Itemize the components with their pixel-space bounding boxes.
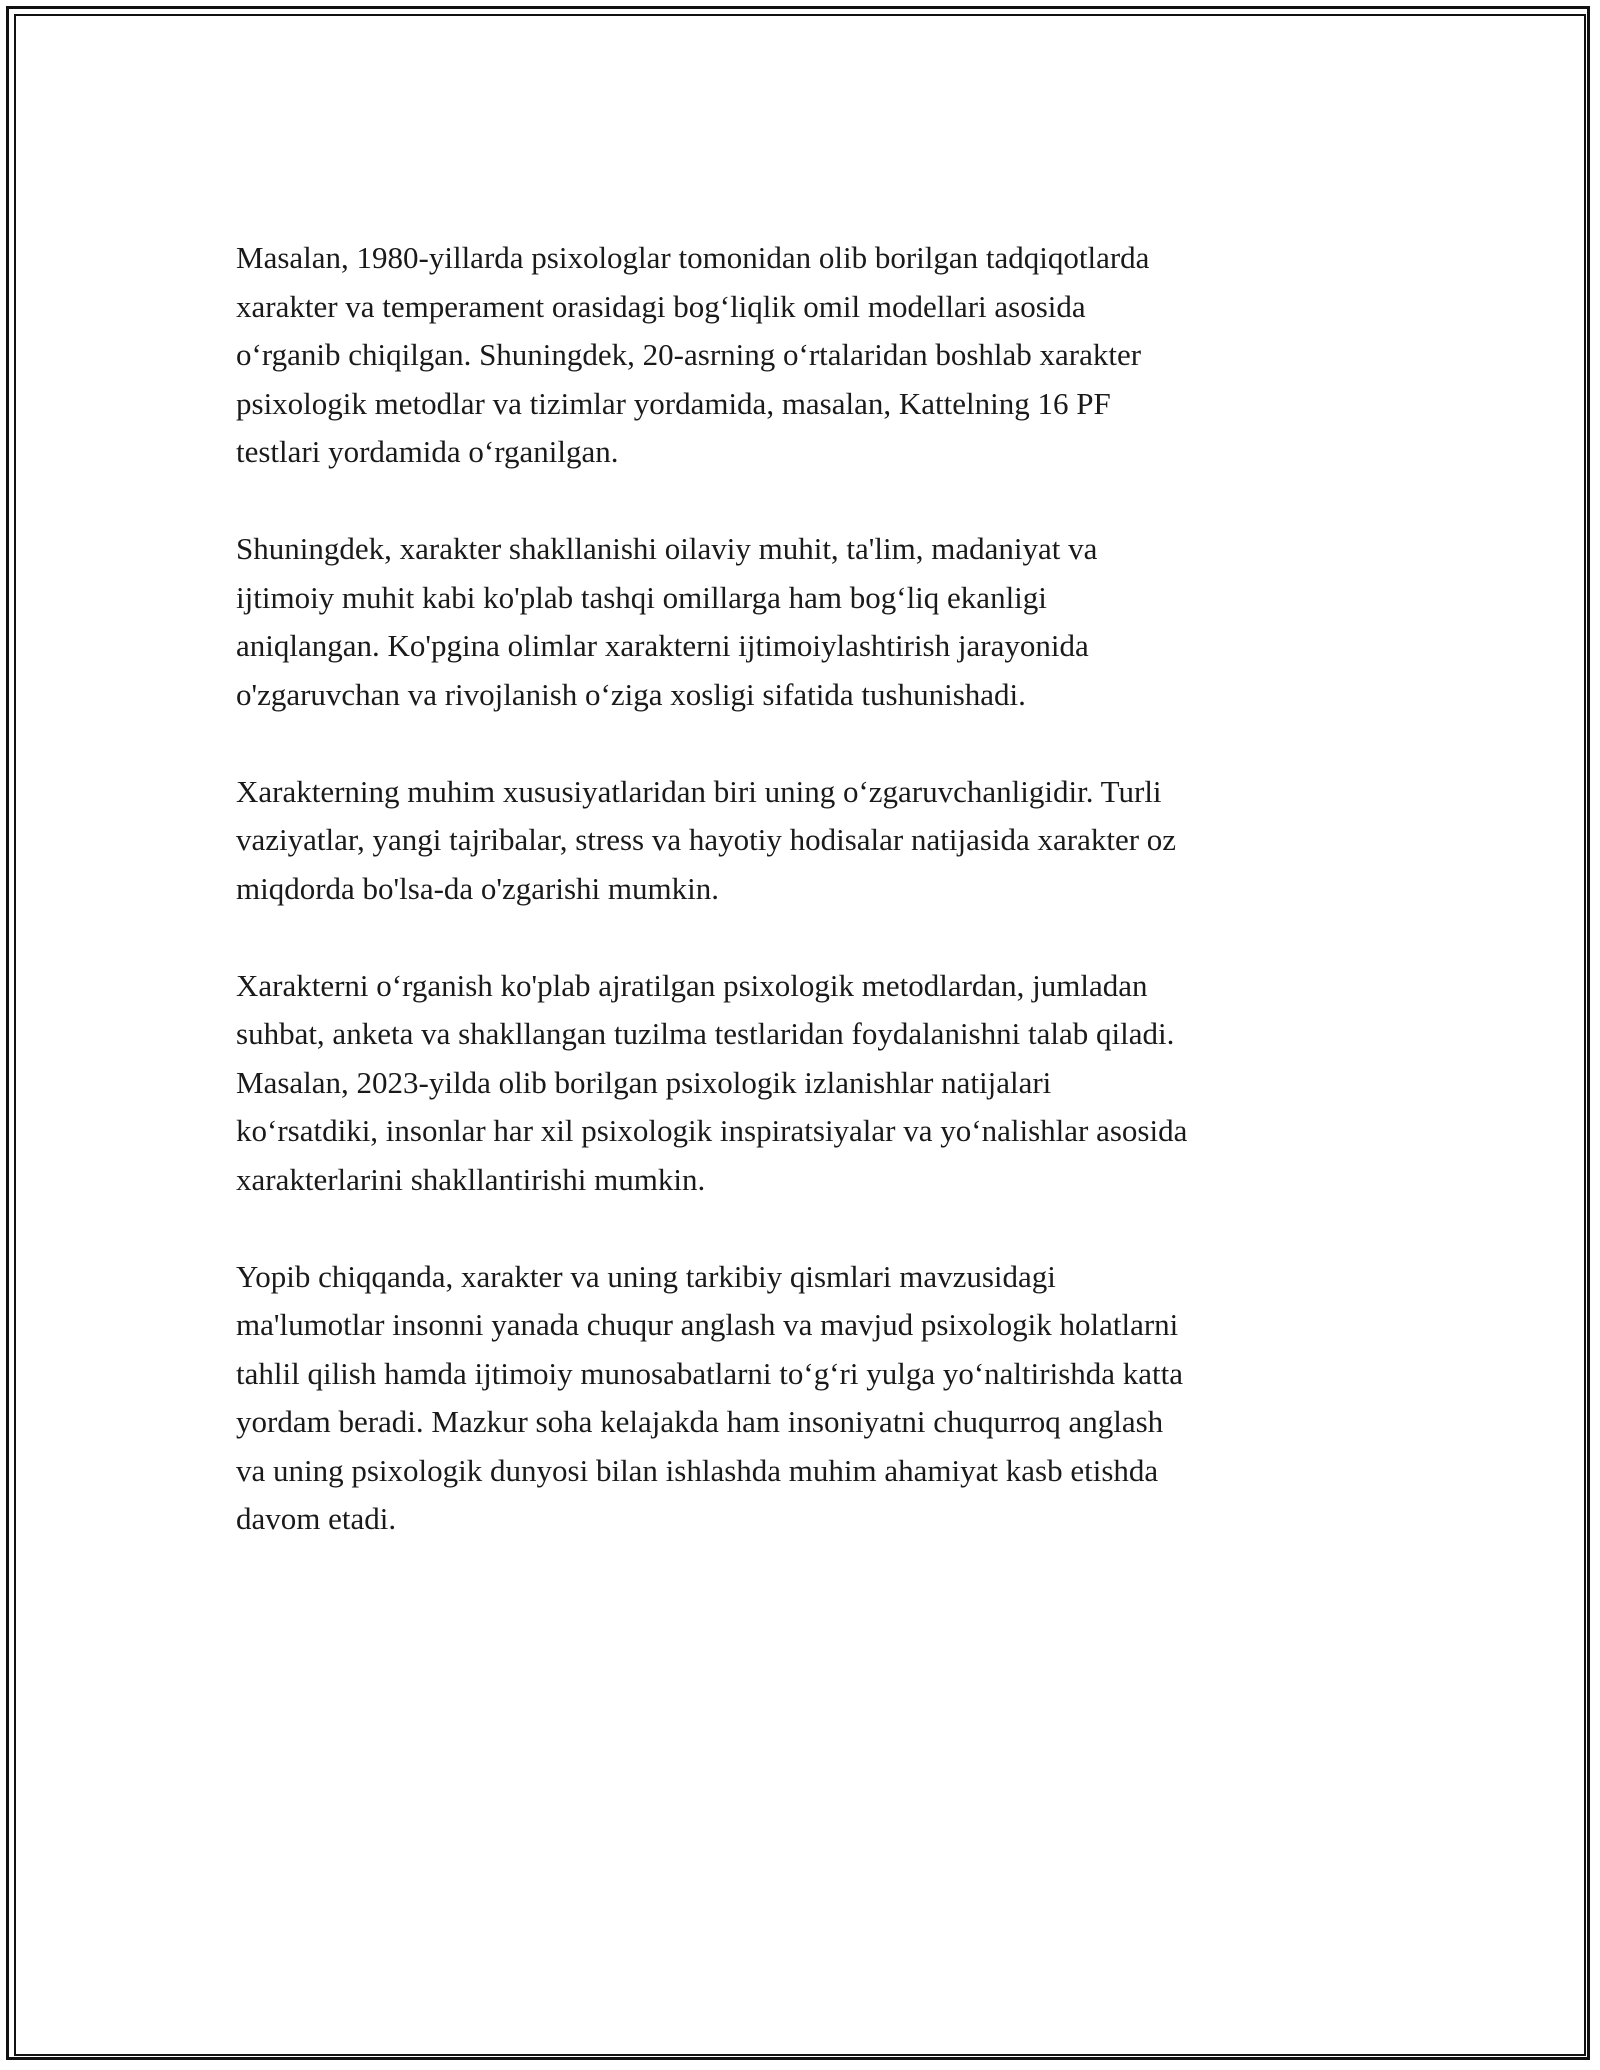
paragraph-4: Xarakterni oʻrganish ko'plab ajratilgan psixologik metodlardan, jumladan suhbat, anketa va shakllangan tuzilma testlaridan foydalanishni talab qiladi. Masalan, 2023-yilda olib borilgan psixologik izlanishlar natijalari koʻrsatdiki, insonlar har xil psixologik inspiratsiyalar va yoʻnalishlar asosida xarakterlarini shakllantirishi mumkin. — [236, 967, 1188, 1197]
paragraph-2: Shuningdek, xarakter shakllanishi oilaviy muhit, ta'lim, madaniyat va ijtimoiy muhit kabi ko'plab tashqi omillarga ham bogʻliq ekanligi aniqlangan. Ko'pgina olimlar xarakterni ijtimoiylashtirish jarayonida o'zgaruvchan va rivojlanish oʻziga xosligi sifatida tushunishadi. — [236, 531, 1098, 712]
paragraph-3: Xarakterning muhim xususiyatlaridan biri uning oʻzgaruvchanligidir. Turli vaziyatlar, yangi tajribalar, stress va hayotiy hodisalar natijasida xarakter oz miqdorda bo'lsa-da o'zgarishi mumkin. — [236, 773, 1177, 906]
paragraph-5: Yopib chiqqanda, xarakter va uning tarkibiy qismlari mavzusidagi ma'lumotlar insonni yanada chuqur anglash va mavjud psixologik holatlarni tahlil qilish hamda ijtimoiy munosabatlarni toʻgʻri yulga yoʻnaltirishda katta yordam beradi. Mazkur soha kelajakda ham insoniyatni chuqurroq anglash va uning psixologik dunyosi bilan ishlashda muhim ahamiyat kasb etishda davom etadi. — [236, 1258, 1184, 1536]
paragraph-1: Masalan, 1980-yillarda psixologlar tomonidan olib borilgan tadqiqotlarda xarakter va temperament orasidagi bogʻliqlik omil modellari asosida oʻrganib chiqilgan. Shuningdek, 20-asrning oʻrtalaridan boshlab xarakter psixologik metodlar va tizimlar yordamida, masalan, Kattelning 16 PF testlari yordamida oʻrganilgan. — [236, 240, 1150, 469]
document-body — [236, 234, 1376, 1592]
